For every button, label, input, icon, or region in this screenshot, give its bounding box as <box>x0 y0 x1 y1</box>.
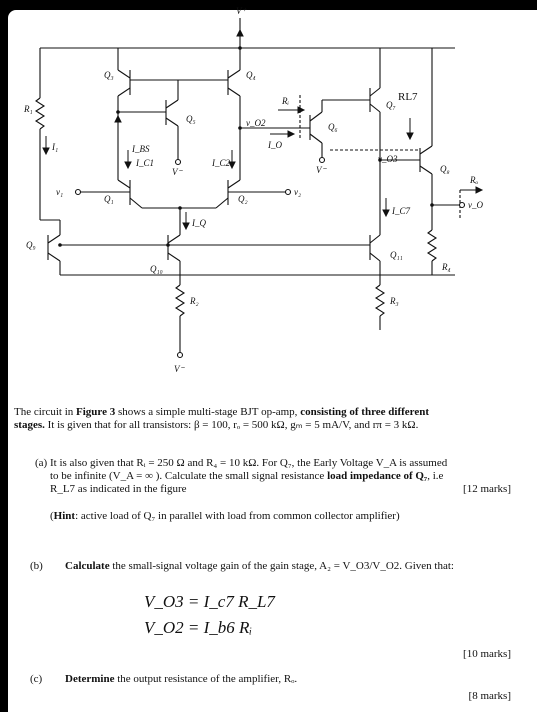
r2-label: R₂ <box>190 296 199 306</box>
r3-resistor <box>376 285 384 316</box>
q10-label: Q₁₀ <box>150 264 163 274</box>
q8-label: Q₈ <box>440 164 450 174</box>
i1-label: I₁ <box>52 142 59 152</box>
q11-label: Q₁₁ <box>390 250 403 260</box>
ic1-label: I_C1 <box>136 158 154 168</box>
r3-label: R₃ <box>390 296 399 306</box>
part-c-marks: [8 marks] <box>468 690 511 702</box>
part-b-label: (b) <box>30 560 43 572</box>
vo-label: v_O <box>468 200 483 210</box>
r2-resistor <box>176 285 184 316</box>
part-b-marks: [10 marks] <box>463 648 511 660</box>
q5-label: Q₅ <box>186 114 196 124</box>
r4-resistor <box>428 230 436 261</box>
part-a-line-2: to be infinite (V_A = ∞ ). Calculate the small signal resistance load impedance of Q₇, i.e <box>50 470 444 482</box>
part-c-label: (c) <box>30 673 43 685</box>
q9-label: Q₉ <box>26 240 36 250</box>
part-c-text: Determine the output resistance of the amplifier, Rₒ. <box>65 673 298 685</box>
part-a-line-1: (a) It is also given that Rᵢ = 250 Ω and R₄ = 10 kΩ. For Q₇, the Early Voltage V_A is assumed <box>35 457 448 469</box>
r1-resistor <box>36 98 44 129</box>
vminus-q6-label: V⁻ <box>316 165 327 175</box>
q3-label: Q₃ <box>104 70 114 80</box>
part-a-hint: (Hint: active load of Q₇ in parallel with load from common collector amplifier) <box>50 510 400 522</box>
io-label: I_O <box>268 140 282 150</box>
part-a-line-3: R_L7 as indicated in the figure <box>50 483 187 495</box>
vo2-label: v_O2 <box>246 118 266 128</box>
iq-label: I_Q <box>192 218 206 228</box>
intro-line-2: stages. It is given that for all transistors: β = 100, rₒ = 500 kΩ, gₘ = 5 mA/V, and rπ = 3 kΩ. <box>14 419 419 431</box>
vminus-q5-label: V⁻ <box>172 167 183 177</box>
vo3-label: v_O3 <box>378 154 398 164</box>
v2-terminal <box>286 190 291 195</box>
equation-vo2: V_O2 = I_b6 Rᵢ <box>144 618 253 637</box>
q7-label: Q₇ <box>386 100 396 110</box>
vplus-label: V⁺ <box>236 6 247 16</box>
part-b-text: Calculate the small-signal voltage gain of the gain stage, A₂ = V_O3/V_O2. Given that: <box>65 560 454 572</box>
ic7-label: I_C7 <box>392 206 410 216</box>
q4-label: Q₄ <box>246 70 256 80</box>
r4-label: R₄ <box>442 262 451 272</box>
q1-label: Q₁ <box>104 194 114 204</box>
ro-label: Rₒ <box>470 175 479 185</box>
v2-label: v₂ <box>294 187 302 197</box>
v1-terminal <box>76 190 81 195</box>
v1-label: v₁ <box>56 187 64 197</box>
part-a-marks: [12 marks] <box>463 483 511 495</box>
r1-label: R₁ <box>24 104 33 114</box>
q2-label: Q₂ <box>238 194 248 204</box>
ibs-label: I_BS <box>132 144 150 154</box>
vminus-label: V⁻ <box>174 364 185 374</box>
rl7-label: RL7 <box>398 91 418 103</box>
vo-terminal <box>460 203 465 208</box>
ri-label: Rᵢ <box>282 96 289 106</box>
q6-label: Q₆ <box>328 122 338 132</box>
ic2-label: I_C2 <box>212 158 230 168</box>
equation-vo3: V_O3 = I_c7 R_L7 <box>144 592 275 611</box>
intro-line-1: The circuit in Figure 3 shows a simple multi-stage BJT op-amp, consisting of three different <box>14 406 430 418</box>
